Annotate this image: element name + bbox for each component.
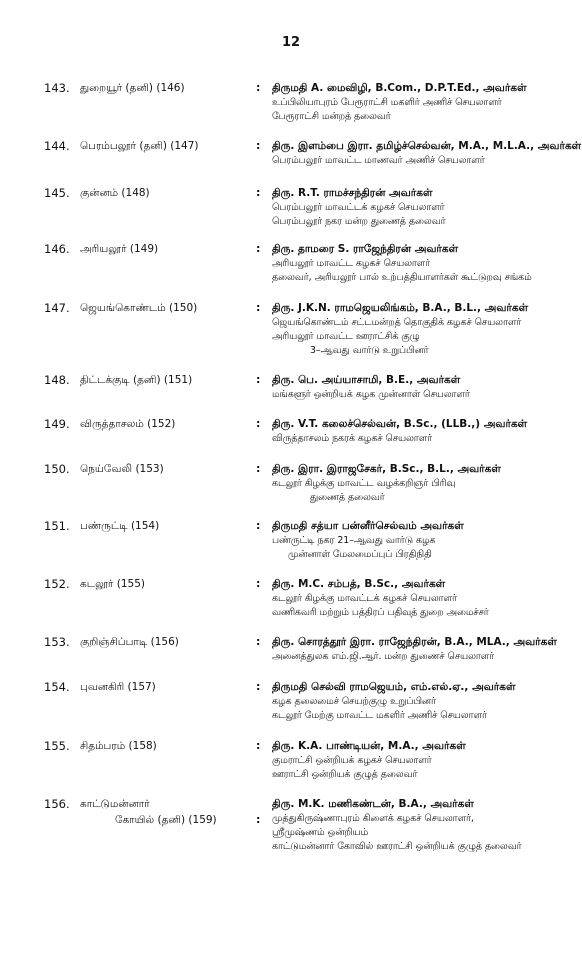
designation: துணைத் தலைவர் xyxy=(310,492,385,503)
separator: : xyxy=(256,81,261,94)
candidate-details xyxy=(272,634,577,664)
constituency: திட்டக்குடி (தனி) (151) xyxy=(80,374,193,386)
designation: கடலூர் கிழக்கு மாவட்ட வழக்கறிஞர் பிரிவு xyxy=(272,478,456,489)
candidate-name: திரு. சொரத்தூர் இரா. ராஜேந்திரன், B.A., MLA., அவர்கள் xyxy=(272,636,557,648)
entry-number: 150. xyxy=(44,462,70,476)
separator: : xyxy=(256,635,261,648)
entry-number: 155. xyxy=(44,739,70,753)
candidate-details xyxy=(272,518,577,562)
constituency: விருத்தாசலம் (152) xyxy=(80,418,176,430)
candidate-details xyxy=(272,185,577,229)
designation: 3–ஆவது வார்டு உறுப்பினர் xyxy=(310,345,429,356)
candidate-name: திரு. பெ. அய்யாசாமி, B.E., அவர்கள் xyxy=(272,374,461,386)
candidate-details xyxy=(272,576,577,620)
separator: : xyxy=(256,813,261,826)
candidate-name: திரு. இளம்பை இரா. தமிழ்ச்செல்வன், M.A., M.L.A., அவர்கள் xyxy=(272,140,582,152)
designation: பெரம்பலூர் மாவட்டக் கழகச் செயலாளர் xyxy=(272,202,445,213)
entry-number: 152. xyxy=(44,577,70,591)
designation: பெரம்பலூர் நகர மன்ற துணைத் தலைவர் xyxy=(272,216,446,227)
entry-number: 143. xyxy=(44,81,70,95)
constituency: கடலூர் (155) xyxy=(80,578,145,590)
candidate-details xyxy=(272,138,582,168)
candidate-details xyxy=(272,80,577,124)
candidate-details xyxy=(272,679,577,723)
constituency xyxy=(80,796,252,828)
separator: : xyxy=(256,301,261,314)
designation: குமராட்சி ஒன்றியக் கழகச் செயலாளர் xyxy=(272,755,432,766)
constituency-line: காட்டுமன்னார் xyxy=(80,798,150,810)
constituency-line: கோயில் (தனி) (159) xyxy=(115,814,217,826)
separator: : xyxy=(256,680,261,693)
designation: அரியலூர் மாவட்ட ஊராட்சிக் குழு xyxy=(272,331,420,342)
designation: கடலூர் மேற்கு மாவட்ட மகளிர் அணிச் செயலாளர் xyxy=(272,710,487,721)
constituency: துறையூர் (தனி) (146) xyxy=(80,82,185,94)
candidate-name: திரு. தாமரை S. ராஜேந்திரன் அவர்கள் xyxy=(272,243,459,255)
designation: அனைத்துலக எம்.ஜி.ஆர். மன்ற துணைச் செயலாளர் xyxy=(272,651,495,662)
separator: : xyxy=(256,417,261,430)
candidate-name: திரு. R.T. ராமச்சந்திரன் அவர்கள் xyxy=(272,187,433,199)
entry-number: 147. xyxy=(44,301,70,315)
entry-number: 148. xyxy=(44,373,70,387)
candidate-name: திரு. M.C. சம்பத், B.Sc., அவர்கள் xyxy=(272,578,446,590)
candidate-name: திருமதி A. மைவிழி, B.Com., D.P.T.Ed., அவர்கள் xyxy=(272,82,527,94)
designation: தலைவர், அரியலூர் பால் உற்பத்தியாளர்கள் கூட்டுறவு சங்கம் xyxy=(272,272,532,283)
separator: : xyxy=(256,139,261,152)
designation: பெரம்பலூர் மாவட்ட மாணவர் அணிச் செயலாளர் xyxy=(272,155,485,166)
entry-number: 144. xyxy=(44,139,70,153)
designation: மங்களூர் ஒன்றியக் கழக முன்னாள் செயலாளர் xyxy=(272,389,470,400)
page-number: 12 xyxy=(281,35,301,50)
candidate-name: திரு. V.T. கலைச்செல்வன், B.Sc., (LLB.,) அவர்கள் xyxy=(272,418,528,430)
entry-number: 153. xyxy=(44,635,70,649)
entry-number: 149. xyxy=(44,417,70,431)
designation: கழக தலைமைச் செயற்குழு உறுப்பினர் xyxy=(272,696,436,707)
entry-number: 151. xyxy=(44,519,70,533)
constituency: குறிஞ்சிப்பாடி (156) xyxy=(80,636,179,648)
candidate-name: திருமதி சத்யா பன்னீர்செல்வம் அவர்கள் xyxy=(272,520,464,532)
candidate-name: திரு. இரா. இராஜசேகர், B.Sc., B.L., அவர்கள் xyxy=(272,463,501,475)
constituency: புவனகிரி (157) xyxy=(80,681,156,693)
separator: : xyxy=(256,242,261,255)
constituency: ஜெயங்கொண்டம் (150) xyxy=(80,302,198,314)
candidate-details xyxy=(272,796,577,854)
constituency: பெரம்பலூர் (தனி) (147) xyxy=(80,140,199,152)
separator: : xyxy=(256,373,261,386)
entry-number: 156. xyxy=(44,797,70,811)
constituency: நெய்வேலி (153) xyxy=(80,463,164,475)
designation: அரியலூர் மாவட்ட கழகச் செயலாளர் xyxy=(272,258,431,269)
designation: வணிகவரி மற்றும் பத்திரப் பதிவுத் துறை அமைச்சர் xyxy=(272,607,489,618)
candidate-details xyxy=(272,372,577,402)
designation: காட்டுமன்னார் கோவில் ஊராட்சி ஒன்றியக் குழுத் தலைவர் xyxy=(272,841,522,852)
designation: பண்ருட்டி நகர 21–ஆவது வார்டு கழக xyxy=(272,535,436,546)
designation: ஊராட்சி ஒன்றியக் குழுத் தலைவர் xyxy=(272,769,418,780)
designation: கடலூர் கிழக்கு மாவட்டக் கழகச் செயலாளர் xyxy=(272,593,457,604)
separator: : xyxy=(256,739,261,752)
constituency: பண்ருட்டி (154) xyxy=(80,520,160,532)
candidate-name: திருமதி செல்வி ராமஜெயம், எம்.எல்.ஏ., அவர்கள் xyxy=(272,681,516,693)
candidate-details xyxy=(272,416,577,446)
constituency: அரியலூர் (149) xyxy=(80,243,159,255)
candidate-name: திரு. K.A. பாண்டியன், M.A., அவர்கள் xyxy=(272,740,466,752)
candidate-name: திரு. J.K.N. ராமஜெயலிங்கம், B.A., B.L., அவர்கள் xyxy=(272,302,529,314)
separator: : xyxy=(256,519,261,532)
separator: : xyxy=(256,186,261,199)
entry-number: 146. xyxy=(44,242,70,256)
candidate-details xyxy=(272,241,577,285)
designation: உப்பிலியாபுரம் பேரூராட்சி மகளிர் அணிச் செயலாளர் xyxy=(272,97,502,108)
designation: ஸ்ரீமுஷ்ணம் ஒன்றியம் xyxy=(272,827,369,838)
entry-number: 145. xyxy=(44,186,70,200)
designation: விருத்தாசலம் நகரக் கழகச் செயலாளர் xyxy=(272,433,433,444)
constituency: சிதம்பரம் (158) xyxy=(80,740,157,752)
separator: : xyxy=(256,577,261,590)
designation: பேரூராட்சி மன்றத் தலைவர் xyxy=(272,111,391,122)
candidate-details xyxy=(272,738,577,782)
constituency: குன்னம் (148) xyxy=(80,187,150,199)
candidate-details xyxy=(272,300,577,358)
designation: முத்துகிருஷ்ணாபுரம் கிளைக் கழகச் செயலாளர், xyxy=(272,813,474,824)
designation: முன்னாள் மேலமைப்புப் பிரதிநிதி xyxy=(288,549,432,560)
candidate-name: திரு. M.K. மணிகண்டன், B.A., அவர்கள் xyxy=(272,798,474,810)
candidate-details xyxy=(272,461,577,505)
designation: ஜெயங்கொண்டம் சட்டமன்றத் தொகுதிக் கழகச் செயலாளர் xyxy=(272,317,522,328)
separator: : xyxy=(256,462,261,475)
entry-number: 154. xyxy=(44,680,70,694)
